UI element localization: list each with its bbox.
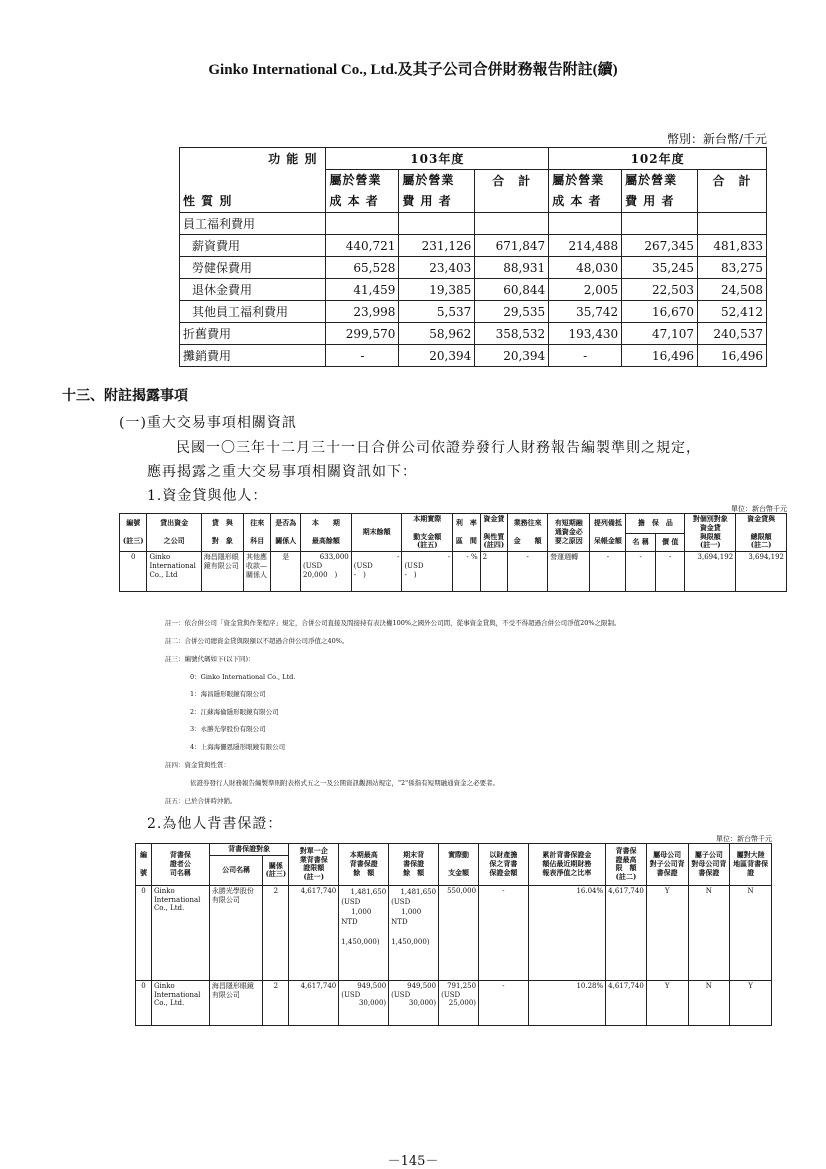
table-cell: 29,535 bbox=[475, 301, 549, 323]
table-cell: 營運週轉 bbox=[548, 552, 590, 592]
table-cell bbox=[389, 885, 439, 980]
cell-text: (註一) bbox=[303, 872, 325, 882]
cell-text: 20,000 ) bbox=[303, 570, 338, 579]
table-row bbox=[180, 279, 767, 301]
table-cell: 2 bbox=[263, 885, 289, 980]
col-total-1: 合 計 bbox=[475, 170, 549, 213]
table-cell: 35,742 bbox=[549, 301, 622, 323]
cell-text: (註五) bbox=[416, 540, 438, 550]
paragraph-line-1: 民國一〇三年十二月三十一日合併公司依證券發行人財務報告編製準則之規定， bbox=[176, 440, 701, 456]
item-heading-1: 1.資金貸與他人： bbox=[147, 488, 268, 504]
table-cell: 海昌隱形眼鏡有限公司 bbox=[209, 980, 263, 1025]
table-cell: 65,528 bbox=[326, 257, 399, 279]
cell-text: 呆帳金額 bbox=[593, 535, 622, 545]
col-allowance bbox=[590, 514, 626, 552]
table-cell: 440,721 bbox=[326, 235, 399, 257]
table-cell: N bbox=[688, 885, 730, 980]
table-cell: 折舊費用 bbox=[180, 323, 326, 345]
cell-text: 成 本 者 bbox=[552, 194, 602, 208]
table-cell: 3,694,192 bbox=[685, 552, 736, 592]
cell-text: NTD bbox=[391, 918, 408, 927]
cell-text: 背書保 bbox=[615, 845, 637, 855]
table-row bbox=[136, 885, 772, 980]
table-cell: Ginko International Co., Ltd bbox=[147, 552, 201, 592]
col-max bbox=[301, 514, 352, 552]
cell-text: - ) bbox=[353, 570, 366, 579]
code-2: 2：江蘇海倫隱形眼鏡有限公司 bbox=[190, 708, 279, 716]
year2-header: 102年度 bbox=[549, 148, 767, 170]
col-parent bbox=[646, 844, 688, 886]
cell-text: - ) bbox=[404, 570, 417, 579]
table-cell: 41,459 bbox=[326, 279, 399, 301]
table-cell: 20,394 bbox=[475, 345, 549, 367]
cell-text: 是否為 bbox=[275, 518, 297, 528]
cell-text: (註二) bbox=[750, 540, 772, 550]
col-expense-2 bbox=[622, 170, 698, 213]
table-cell bbox=[389, 980, 439, 1025]
col-collateral bbox=[479, 844, 529, 886]
table-cell: 16,496 bbox=[622, 345, 698, 367]
note-1: 註一：依合併公司「資金貸與作業程序」規定，合併公司直接及間接持有表決權100%之國外公司間，從事資金貸與，不受不得超過合併公司淨值20%之限制。 bbox=[165, 619, 621, 627]
col-max-limit bbox=[606, 844, 647, 886]
cell-text: 書保證 bbox=[403, 859, 425, 868]
table-cell: 19,385 bbox=[399, 279, 475, 301]
table-cell: 4,617,740 bbox=[289, 980, 339, 1025]
table-cell: 22,503 bbox=[622, 279, 698, 301]
cell-text: (註二) bbox=[615, 872, 637, 882]
cell-text: - bbox=[447, 553, 451, 561]
table-cell: - bbox=[479, 885, 529, 980]
cell-text: 最高餘額 bbox=[311, 535, 340, 545]
col-actual bbox=[402, 514, 453, 552]
table-cell: 勞健保費用 bbox=[180, 257, 326, 279]
table-cell: 是 bbox=[271, 552, 301, 592]
table-cell: 4,617,740 bbox=[606, 885, 647, 980]
cell-text: 1,481,650 bbox=[350, 887, 387, 896]
table-cell: 214,488 bbox=[549, 235, 622, 257]
table-cell: 10.28% bbox=[528, 980, 606, 1025]
cell-text: 報表淨值之比率 bbox=[542, 867, 592, 877]
table-cell: 88,931 bbox=[475, 257, 549, 279]
employee-benefit-table bbox=[179, 147, 767, 367]
note-4-detail: 依證券發行人財務報告編製準則附表格式五之一及公開資訊觀測站規定，"2"係指有短期融通資金之必要者。 bbox=[190, 779, 500, 787]
cell-text: 保證金額 bbox=[489, 867, 518, 877]
cell-text: (USD bbox=[391, 897, 411, 906]
table-cell: 60,844 bbox=[475, 279, 549, 301]
table-cell: 16,496 bbox=[698, 345, 767, 367]
cell-text: 要之原因 bbox=[554, 535, 583, 545]
col-no bbox=[120, 514, 147, 552]
table-cell: - % bbox=[453, 552, 480, 592]
guarantee-table bbox=[135, 843, 772, 1026]
table-cell bbox=[698, 213, 767, 235]
col-lender bbox=[147, 514, 201, 552]
cell-text: (USD bbox=[441, 990, 461, 999]
table-cell: N bbox=[730, 885, 772, 980]
table-cell: 其他員工福利費用 bbox=[180, 301, 326, 323]
table-cell: 358,532 bbox=[475, 323, 549, 345]
cell-text: 1,450,000) bbox=[341, 938, 380, 947]
financing-table bbox=[119, 513, 787, 592]
table-cell: 其他應收款—關係人 bbox=[244, 552, 271, 592]
cell-text: 1,450,000) bbox=[391, 938, 430, 947]
cell-text: 949,500 bbox=[407, 981, 437, 990]
cell-text: 屬於營業 bbox=[625, 173, 678, 187]
table-cell: - bbox=[549, 345, 622, 367]
table-cell: Y bbox=[646, 980, 688, 1025]
table-cell: - bbox=[479, 980, 529, 1025]
table-cell: Y bbox=[646, 885, 688, 980]
cell-text: - bbox=[397, 553, 400, 561]
cell-text: 地區背書保 bbox=[733, 859, 769, 868]
table-cell: 24,508 bbox=[698, 279, 767, 301]
year1-header: 103年度 bbox=[326, 148, 549, 170]
cell-text: 限 額 bbox=[615, 863, 637, 873]
table-cell: 231,126 bbox=[399, 235, 475, 257]
table-cell: 2,005 bbox=[549, 279, 622, 301]
col-account bbox=[244, 514, 271, 552]
col-cost-1 bbox=[326, 170, 399, 213]
item-heading-2: 2.為他人背書保證： bbox=[147, 816, 283, 832]
col-reason bbox=[548, 514, 590, 552]
col-rate bbox=[453, 514, 480, 552]
cell-text: 利 率 bbox=[455, 518, 477, 528]
code-4: 4：上海海儷恩隱形眼鏡有限公司 bbox=[190, 743, 286, 751]
cell-text: 關係人 bbox=[275, 535, 297, 545]
cell-text: (USD bbox=[404, 561, 424, 570]
cell-text: 屬於營業 bbox=[329, 173, 382, 187]
cell-text: 號 bbox=[139, 867, 147, 877]
cell-text: 30,000) bbox=[408, 999, 437, 1008]
cell-text: 本期最高 bbox=[349, 850, 378, 860]
table3-unit: 單位：新台幣千元 bbox=[716, 835, 772, 843]
cell-text: 資金貸 bbox=[483, 514, 505, 523]
cell-text: 費 用 者 bbox=[625, 194, 675, 208]
cell-text: 費 用 者 bbox=[402, 194, 452, 208]
table1-unit: 幣別：新台幣/千元 bbox=[666, 132, 767, 146]
table-cell: 58,962 bbox=[399, 323, 475, 345]
table-cell: 481,833 bbox=[698, 235, 767, 257]
col-nature bbox=[480, 514, 507, 552]
cell-text: 書保證 bbox=[656, 867, 678, 877]
table-row bbox=[180, 323, 767, 345]
cell-text: 949,500 bbox=[357, 981, 387, 990]
col-actual bbox=[439, 844, 479, 886]
cell-text: (USD bbox=[391, 990, 411, 999]
table-cell: 攤銷費用 bbox=[180, 345, 326, 367]
cell-text: 對 象 bbox=[211, 535, 233, 545]
table-cell: 299,570 bbox=[326, 323, 399, 345]
col-collateral: 擔 保 品 bbox=[626, 514, 685, 534]
table-cell: 4,617,740 bbox=[289, 885, 339, 980]
code-1: 1：海昌隱形眼鏡有限公司 bbox=[190, 690, 266, 698]
cell-text: 期末背 bbox=[403, 850, 425, 860]
cell-text: 背書保 bbox=[169, 850, 191, 860]
table-cell: 240,537 bbox=[698, 323, 767, 345]
cell-text: 總限額 bbox=[750, 531, 772, 541]
table2-unit: 單位：新台幣千元 bbox=[731, 505, 787, 513]
func-label: 功 能 別 bbox=[180, 148, 326, 170]
col-end: 期末餘額 bbox=[351, 514, 402, 552]
col-cost-2 bbox=[549, 170, 622, 213]
table-cell: 4,617,740 bbox=[606, 980, 647, 1025]
table-cell bbox=[622, 213, 698, 235]
col-expense-1 bbox=[399, 170, 475, 213]
page-number: －145－ bbox=[387, 1154, 439, 1169]
table-cell: 35,245 bbox=[622, 257, 698, 279]
col-limit-single bbox=[685, 514, 736, 552]
note-4: 註四：資金貸與性質： bbox=[165, 761, 230, 769]
cell-text: 科目 bbox=[250, 535, 265, 545]
table-cell: 20,394 bbox=[399, 345, 475, 367]
cell-text: (USD bbox=[303, 561, 323, 570]
cell-text: 累計背書保證金 bbox=[542, 850, 592, 860]
table-cell: 23,998 bbox=[326, 301, 399, 323]
col-guarantor bbox=[151, 844, 209, 886]
table-cell: 16.04% bbox=[528, 885, 606, 980]
table-cell: 薪資費用 bbox=[180, 235, 326, 257]
table-cell: 52,412 bbox=[698, 301, 767, 323]
note-3: 註三：編號代碼如下(以下同)： bbox=[165, 655, 255, 663]
nature-label: 性 質 別 bbox=[180, 170, 326, 213]
table-cell: 2 bbox=[263, 980, 289, 1025]
cell-text: 書保證 bbox=[698, 867, 720, 877]
table-cell: - bbox=[508, 552, 548, 592]
cell-text: 支金額 bbox=[448, 867, 470, 877]
cell-text: 對子公司背 bbox=[649, 859, 685, 868]
table-row bbox=[180, 301, 767, 323]
cell-text: 實際動 bbox=[448, 850, 470, 860]
table-cell: Ginko International Co., Ltd. bbox=[151, 980, 209, 1025]
cell-text: 屬母公司 bbox=[653, 850, 682, 860]
cell-text: 餘 額 bbox=[403, 867, 425, 877]
cell-text: (註一) bbox=[700, 540, 721, 550]
col-max bbox=[339, 844, 389, 886]
cell-text: 有短期融 bbox=[554, 518, 583, 528]
cell-text: 對母公司背 bbox=[691, 859, 727, 868]
col-relation bbox=[263, 855, 289, 885]
cell-text: 編 bbox=[139, 850, 147, 860]
note-2: 註二：合併公司總資金貸與限額以不超過合併公司淨值之40%。 bbox=[165, 637, 349, 645]
cell-text: 1,000 bbox=[351, 908, 372, 917]
cell-text: 與限額 bbox=[699, 531, 721, 541]
table-cell: 2 bbox=[480, 552, 507, 592]
table-cell: - bbox=[626, 552, 656, 592]
cell-text: 貸出資金 bbox=[160, 518, 189, 528]
cell-text: 餘 額 bbox=[353, 867, 375, 877]
cell-text: 成 本 者 bbox=[329, 194, 379, 208]
col-borrower bbox=[201, 514, 243, 552]
code-0: 0：Ginko International Co., Ltd. bbox=[190, 673, 296, 681]
table-cell: 47,107 bbox=[622, 323, 698, 345]
cell-text: 編號 bbox=[126, 518, 141, 528]
page-title: Ginko International Co., Ltd.及其子公司合併財務報告附註(續) bbox=[208, 62, 618, 78]
table-cell bbox=[439, 980, 479, 1025]
cell-text: 633,000 bbox=[319, 553, 349, 561]
col-total-2: 合 計 bbox=[698, 170, 767, 213]
cell-text: 業務往來 bbox=[513, 518, 542, 528]
col-sub bbox=[688, 844, 730, 886]
cell-text: 與性質 bbox=[483, 531, 505, 541]
cell-text: 屬對大陸 bbox=[736, 850, 765, 860]
cell-text: (註三) bbox=[265, 869, 287, 879]
cell-text: 區 間 bbox=[455, 535, 477, 545]
table-cell: 193,430 bbox=[549, 323, 622, 345]
cell-text: 提列備抵 bbox=[593, 518, 622, 528]
cell-text: 司名稱 bbox=[169, 867, 191, 877]
col-coll-value: 價 值 bbox=[655, 534, 685, 552]
cell-text: 證者公 bbox=[169, 859, 191, 868]
table-row bbox=[136, 980, 772, 1025]
table-row bbox=[180, 257, 767, 279]
cell-text: NTD bbox=[341, 918, 358, 927]
cell-text: (USD bbox=[353, 561, 373, 570]
cell-text: 貸 與 bbox=[211, 518, 233, 528]
table-cell: 退休金費用 bbox=[180, 279, 326, 301]
subsection-heading: (一)重大交易事項相關資訊 bbox=[119, 415, 297, 431]
table-cell bbox=[402, 552, 453, 592]
table-cell bbox=[549, 213, 622, 235]
table-cell: N bbox=[688, 980, 730, 1025]
table-cell: 海昌隱形眼鏡有限公司 bbox=[201, 552, 243, 592]
cell-text: 本 期 bbox=[311, 518, 340, 528]
col-business bbox=[508, 514, 548, 552]
table-cell: 23,403 bbox=[399, 257, 475, 279]
table-cell: Ginko International Co., Ltd. bbox=[151, 885, 209, 980]
cell-text: 動支金額 bbox=[413, 531, 442, 541]
table-cell: 267,345 bbox=[622, 235, 698, 257]
col-end bbox=[389, 844, 439, 886]
table-cell: 671,847 bbox=[475, 235, 549, 257]
cell-text: 往來 bbox=[250, 518, 265, 528]
note-5: 註五：已於合併時沖銷。 bbox=[165, 797, 237, 805]
table-cell bbox=[326, 213, 399, 235]
cell-text: 保之背書 bbox=[489, 859, 518, 868]
table-cell: 0 bbox=[136, 980, 152, 1025]
section-heading: 十三、附註揭露事項 bbox=[62, 388, 188, 404]
cell-text: (註三) bbox=[122, 535, 144, 545]
cell-text: 通資金必 bbox=[554, 527, 583, 537]
cell-text: 資金貸 bbox=[699, 522, 721, 532]
table-cell bbox=[301, 552, 352, 592]
col-related bbox=[271, 514, 301, 552]
table-cell: 16,670 bbox=[622, 301, 698, 323]
cell-text: 屬於營業 bbox=[402, 173, 455, 187]
col-target: 背書保證對象 bbox=[209, 844, 288, 856]
table-cell: 3,694,192 bbox=[736, 552, 787, 592]
cell-text: 對單一企 bbox=[299, 845, 328, 855]
table-row bbox=[180, 235, 767, 257]
table-cell bbox=[339, 980, 389, 1025]
section-label: 員工福利費用 bbox=[180, 213, 326, 235]
cell-text: 791,250 bbox=[447, 981, 477, 990]
cell-text: 對個別對象 bbox=[692, 514, 728, 523]
col-company: 公司名稱 bbox=[209, 855, 263, 885]
cell-text: (註四) bbox=[483, 540, 505, 550]
cell-text: 額佔最近期財務 bbox=[542, 859, 592, 868]
cell-text: 關係 bbox=[268, 860, 283, 870]
table-cell: 0 bbox=[120, 552, 147, 592]
col-limit-single bbox=[289, 844, 339, 886]
cell-text: (USD bbox=[341, 897, 361, 906]
cell-text: 屬子公司 bbox=[694, 850, 723, 860]
cell-text: 本期實際 bbox=[413, 514, 442, 523]
table-cell: - bbox=[655, 552, 685, 592]
code-3: 3：永勝光學股份有限公司 bbox=[190, 725, 266, 733]
cell-text: 證最高 bbox=[615, 854, 637, 864]
cell-text: 25,000) bbox=[448, 999, 477, 1008]
table-cell: Y bbox=[730, 980, 772, 1025]
table-cell bbox=[351, 552, 402, 592]
cell-text: 背書保證 bbox=[349, 859, 378, 868]
table-cell: 83,275 bbox=[698, 257, 767, 279]
paragraph-line-2: 應再揭露之重大交易事項相關資訊如下： bbox=[147, 464, 417, 480]
table-cell bbox=[475, 213, 549, 235]
table-cell: - bbox=[326, 345, 399, 367]
table-cell: 550,000 bbox=[439, 885, 479, 980]
table-cell: 0 bbox=[136, 885, 152, 980]
table-row bbox=[120, 552, 787, 592]
col-limit-total bbox=[736, 514, 787, 552]
cell-text: 業背書保 bbox=[299, 854, 328, 864]
table-cell: - bbox=[590, 552, 626, 592]
cell-text: 證限額 bbox=[303, 863, 325, 873]
table-cell: 48,030 bbox=[549, 257, 622, 279]
table-row bbox=[180, 345, 767, 367]
table-cell bbox=[339, 885, 389, 980]
col-ratio bbox=[528, 844, 606, 886]
col-coll-name: 名 稱 bbox=[626, 534, 656, 552]
col-china bbox=[730, 844, 772, 886]
cell-text: 金 額 bbox=[513, 535, 542, 545]
cell-text: 屬於營業 bbox=[552, 173, 605, 187]
table-cell: 5,537 bbox=[399, 301, 475, 323]
cell-text: 1,000 bbox=[401, 908, 422, 917]
cell-text: 之公司 bbox=[163, 535, 185, 545]
cell-text: 以財產擔 bbox=[489, 850, 518, 860]
col-no bbox=[136, 844, 152, 886]
table-cell: 永勝光學股份有限公司 bbox=[209, 885, 263, 980]
cell-text: 證 bbox=[747, 867, 755, 877]
cell-text: 資金貸與 bbox=[747, 514, 776, 523]
cell-text: 30,000) bbox=[358, 999, 387, 1008]
cell-text: 1,481,650 bbox=[400, 887, 437, 896]
cell-text: (USD bbox=[341, 990, 361, 999]
table-cell bbox=[399, 213, 475, 235]
